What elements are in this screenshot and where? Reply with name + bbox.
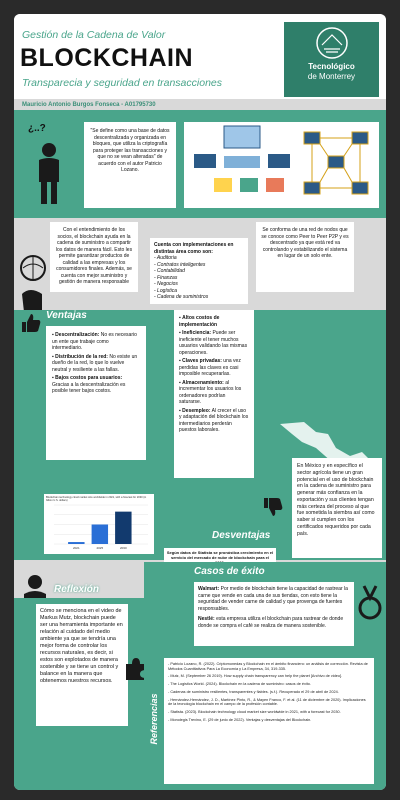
mexico-text: En México y en específico el sector agrícola tiene un gran potencial en el uso de blockchain en la cadena de suministro para generar más confianza en la exportación y sus clientes tengan más certeza del proceso al que fue sometida la siembra así como saber si cumplen con los certificados requeridos por cada país. — [297, 463, 375, 537]
area-item: - Cadena de suministros — [154, 294, 209, 300]
nestle-text: esta empresa utiliza el blockchain para rastrear de donde donde se compra el café se realiza de manera sostenible. — [198, 616, 344, 629]
list-item-key: Ineficiencia: — [182, 330, 212, 336]
thinking-person-icon — [32, 142, 66, 206]
desventajas-title: Desventajas — [212, 530, 271, 541]
reference-item: - Patricio Lozano, R. (2022). Criptomonedas y Blockchain en el ámbito financiero: un análisis de corrección. Revista de Métodos Cuantitativos Para La Economía y La Empresa, 34, 319-335. — [168, 662, 368, 671]
list-item-value: al incrementar los usuarios los ordenadores podrían saturarse. — [179, 379, 242, 405]
referencias-box — [164, 658, 374, 784]
author-name: Mauricio Antonio Burgos Fonseca - A01795730 — [22, 102, 156, 108]
ventajas-box — [46, 326, 146, 460]
list-item — [179, 380, 249, 406]
reference-item: - Statista. (2023). Blockchain technology cloud market size worldwide in 2021, with a forecast for 2030. — [168, 710, 341, 715]
reflexion-box — [36, 604, 128, 726]
list-item — [179, 408, 249, 434]
question-mark-text: ¿..? — [28, 123, 46, 134]
list-item-key: Almacenamiento: — [182, 379, 224, 386]
list-item-key: Desempleo: — [182, 407, 211, 414]
chart-bar — [115, 512, 131, 544]
chart-caption: Según datos de Statista se pronóstica crecimiento en el servicio del mercado de nube de blockchain para el — [166, 550, 274, 561]
header — [14, 14, 386, 99]
world-hand-icon — [18, 254, 48, 314]
tec-logo — [284, 22, 379, 97]
area-item: - Finanzas — [154, 274, 178, 281]
list-item — [179, 315, 249, 328]
blockchain-network-diagram — [184, 122, 379, 208]
network-diagram-box — [184, 122, 379, 208]
infographic-page — [14, 14, 386, 790]
area-item: - Auditoria — [154, 255, 177, 261]
ventajas-list — [52, 332, 140, 395]
chart-bar — [68, 542, 84, 544]
reference-item: - Monolegis Trevino, E. (29 de junio de 2022). Ventajas y desventajas del Blockchain. — [168, 717, 312, 722]
reference-item: - Cadenas de suministro resilientes, transparentes y fiables. (s.f.). Recuperado el 29 de abril de 2024. — [168, 689, 339, 694]
logo-line2: de Monterrey — [307, 72, 356, 81]
reference-item: - The Logistics World. (2024). Blockchain en la cadena de suministro: casos de éxito. — [168, 682, 311, 687]
desventajas-list — [179, 315, 249, 434]
thumbs-up-icon — [20, 312, 42, 334]
list-item — [52, 354, 140, 374]
list-item-value: No existe un dueño de la red, lo que lo vuelve neutral y resiliente a las fallas. — [52, 353, 138, 373]
walmart-text: Por medio de blockchain tiene la capacidad de rastrear la carne que vende en cada una de sus tiendas, con esto tiene la seguridad de vender carne de calidad y que provenga de fuentes responsables. — [198, 586, 348, 612]
list-item — [179, 358, 249, 378]
medal-icon — [356, 584, 384, 624]
area-item: - Negocios — [154, 281, 178, 287]
header-subtitle-top: Gestión de la Cadena de Valor — [22, 29, 166, 41]
areas-list — [154, 255, 244, 301]
list-item-value: Puede ser ineficiente el tener muchos usuarios validando las mismas operaciones. — [179, 330, 248, 356]
list-item — [179, 330, 249, 356]
supply-chain-box — [50, 222, 138, 292]
p2p-text: Se conforma de una red de nodos que se conoce como Peer to Peer P2P y es descentrado ya que está red va controlando y estabilizando el sistema en lugar de un solo ente. — [261, 227, 349, 259]
list-item-key: Descentralización: — [55, 332, 100, 338]
casos-box — [194, 582, 354, 646]
areas-title: Cuenta con implementaciones en distintas área como son: — [154, 242, 234, 255]
page-title: BLOCKCHAIN — [20, 44, 194, 72]
area-item: - Logística — [154, 287, 178, 294]
list-item-value: Al crecer el uso y adaptación del blockchain los intermediarios perderán puestos laborales. — [179, 407, 249, 433]
p2p-box — [256, 222, 354, 292]
list-item — [52, 375, 140, 395]
reference-item: - Hernández-Hernández, J. D., Martínez Pinto, R., & Mayen Franco, F. et al. (11 de diciembre de 2020). Implicaciones de la tecnología blockchain en el campo de la profesión contable. — [168, 697, 366, 707]
question-badge — [28, 118, 60, 134]
areas-box — [150, 238, 248, 304]
list-item-key: Altos costos de implementación — [179, 315, 220, 328]
definition-box — [84, 122, 176, 208]
list-item-value: una vez perdidas las claves es casi imposible recuperarlas. — [179, 358, 241, 377]
mexico-box — [292, 458, 382, 558]
supply-chain-text: Con el entendimiento de los socios, el blockchain ayuda en la cadena de suministro a compartir los datos de manera fácil. Esto les permite garantizar productos de calidad a las empresas y los consumidores finales. Además, se cuenta con mejor suministro y gestión de manera responsable — [55, 227, 133, 285]
chart-bar — [92, 525, 108, 545]
cloud-market-bar-chart — [46, 502, 152, 550]
thumbs-down-icon — [262, 496, 284, 518]
list-item-value: Gracias a la descentralización es posible tener bajos costos. — [52, 381, 126, 394]
list-item — [52, 332, 140, 352]
logo-line1: Tecnológico — [308, 62, 355, 71]
nestle-label: Nestlé: — [198, 616, 215, 622]
reflexion-text: Cómo se menciona en el video de Markus Mutz, blockchain puede ser una herramienta importante en relación al cuidado del medio ambiente ya que se tendría una mejor forma de controlar los recursos naturales, es decir, si estos son explotados de manera sostenible y se tiene un control y balance en la manera que obtenemos nuestros recursos. — [40, 608, 123, 685]
area-item: - Contabilidad — [154, 268, 185, 274]
tec-emblem-icon — [316, 27, 348, 59]
referencias-title: Referencias — [149, 693, 159, 745]
list-item-value: No es necesario un ente que trabaje como intermediario. — [52, 332, 137, 351]
reference-item: - Mutz, M. (September 26 2019). How supply chain transparency can help the planet [Archivo de video]. — [168, 674, 343, 679]
list-item-key: Bajos costos para usuarios: — [55, 375, 123, 381]
header-subtitle-bottom: Transparecia y seguridad en transacciones — [22, 77, 222, 89]
area-item: - Contratos inteligentes — [154, 261, 206, 268]
list-item-key: Distribución de la red: — [55, 353, 108, 360]
chart-box — [44, 494, 154, 554]
ventajas-title: Ventajas — [46, 310, 87, 321]
chart-title: Blockchain technology cloud market size worldwide in 2021, with a forecast for 2030 (in billion U.S. dollars) — [46, 496, 147, 502]
chart-tick-label: 2025 — [96, 546, 104, 550]
walmart-label: Walmart: — [198, 586, 220, 592]
list-item-key: Claves privadas: — [182, 358, 222, 364]
definition-text: "Se define como una base de datos descentralizada y organizada en bloques, que utiliza la criptografía para proteger las transacciones y que no se vean alteradas" de acuerdo con el autor Patricio Lozano. — [90, 128, 170, 173]
chart-tick-label: 2021 — [72, 546, 80, 550]
casos-title: Casos de éxito — [194, 566, 265, 577]
desventajas-box — [174, 310, 254, 478]
reflexion-title: Reflexión — [54, 584, 100, 595]
chart-tick-label: 2030 — [119, 546, 127, 550]
